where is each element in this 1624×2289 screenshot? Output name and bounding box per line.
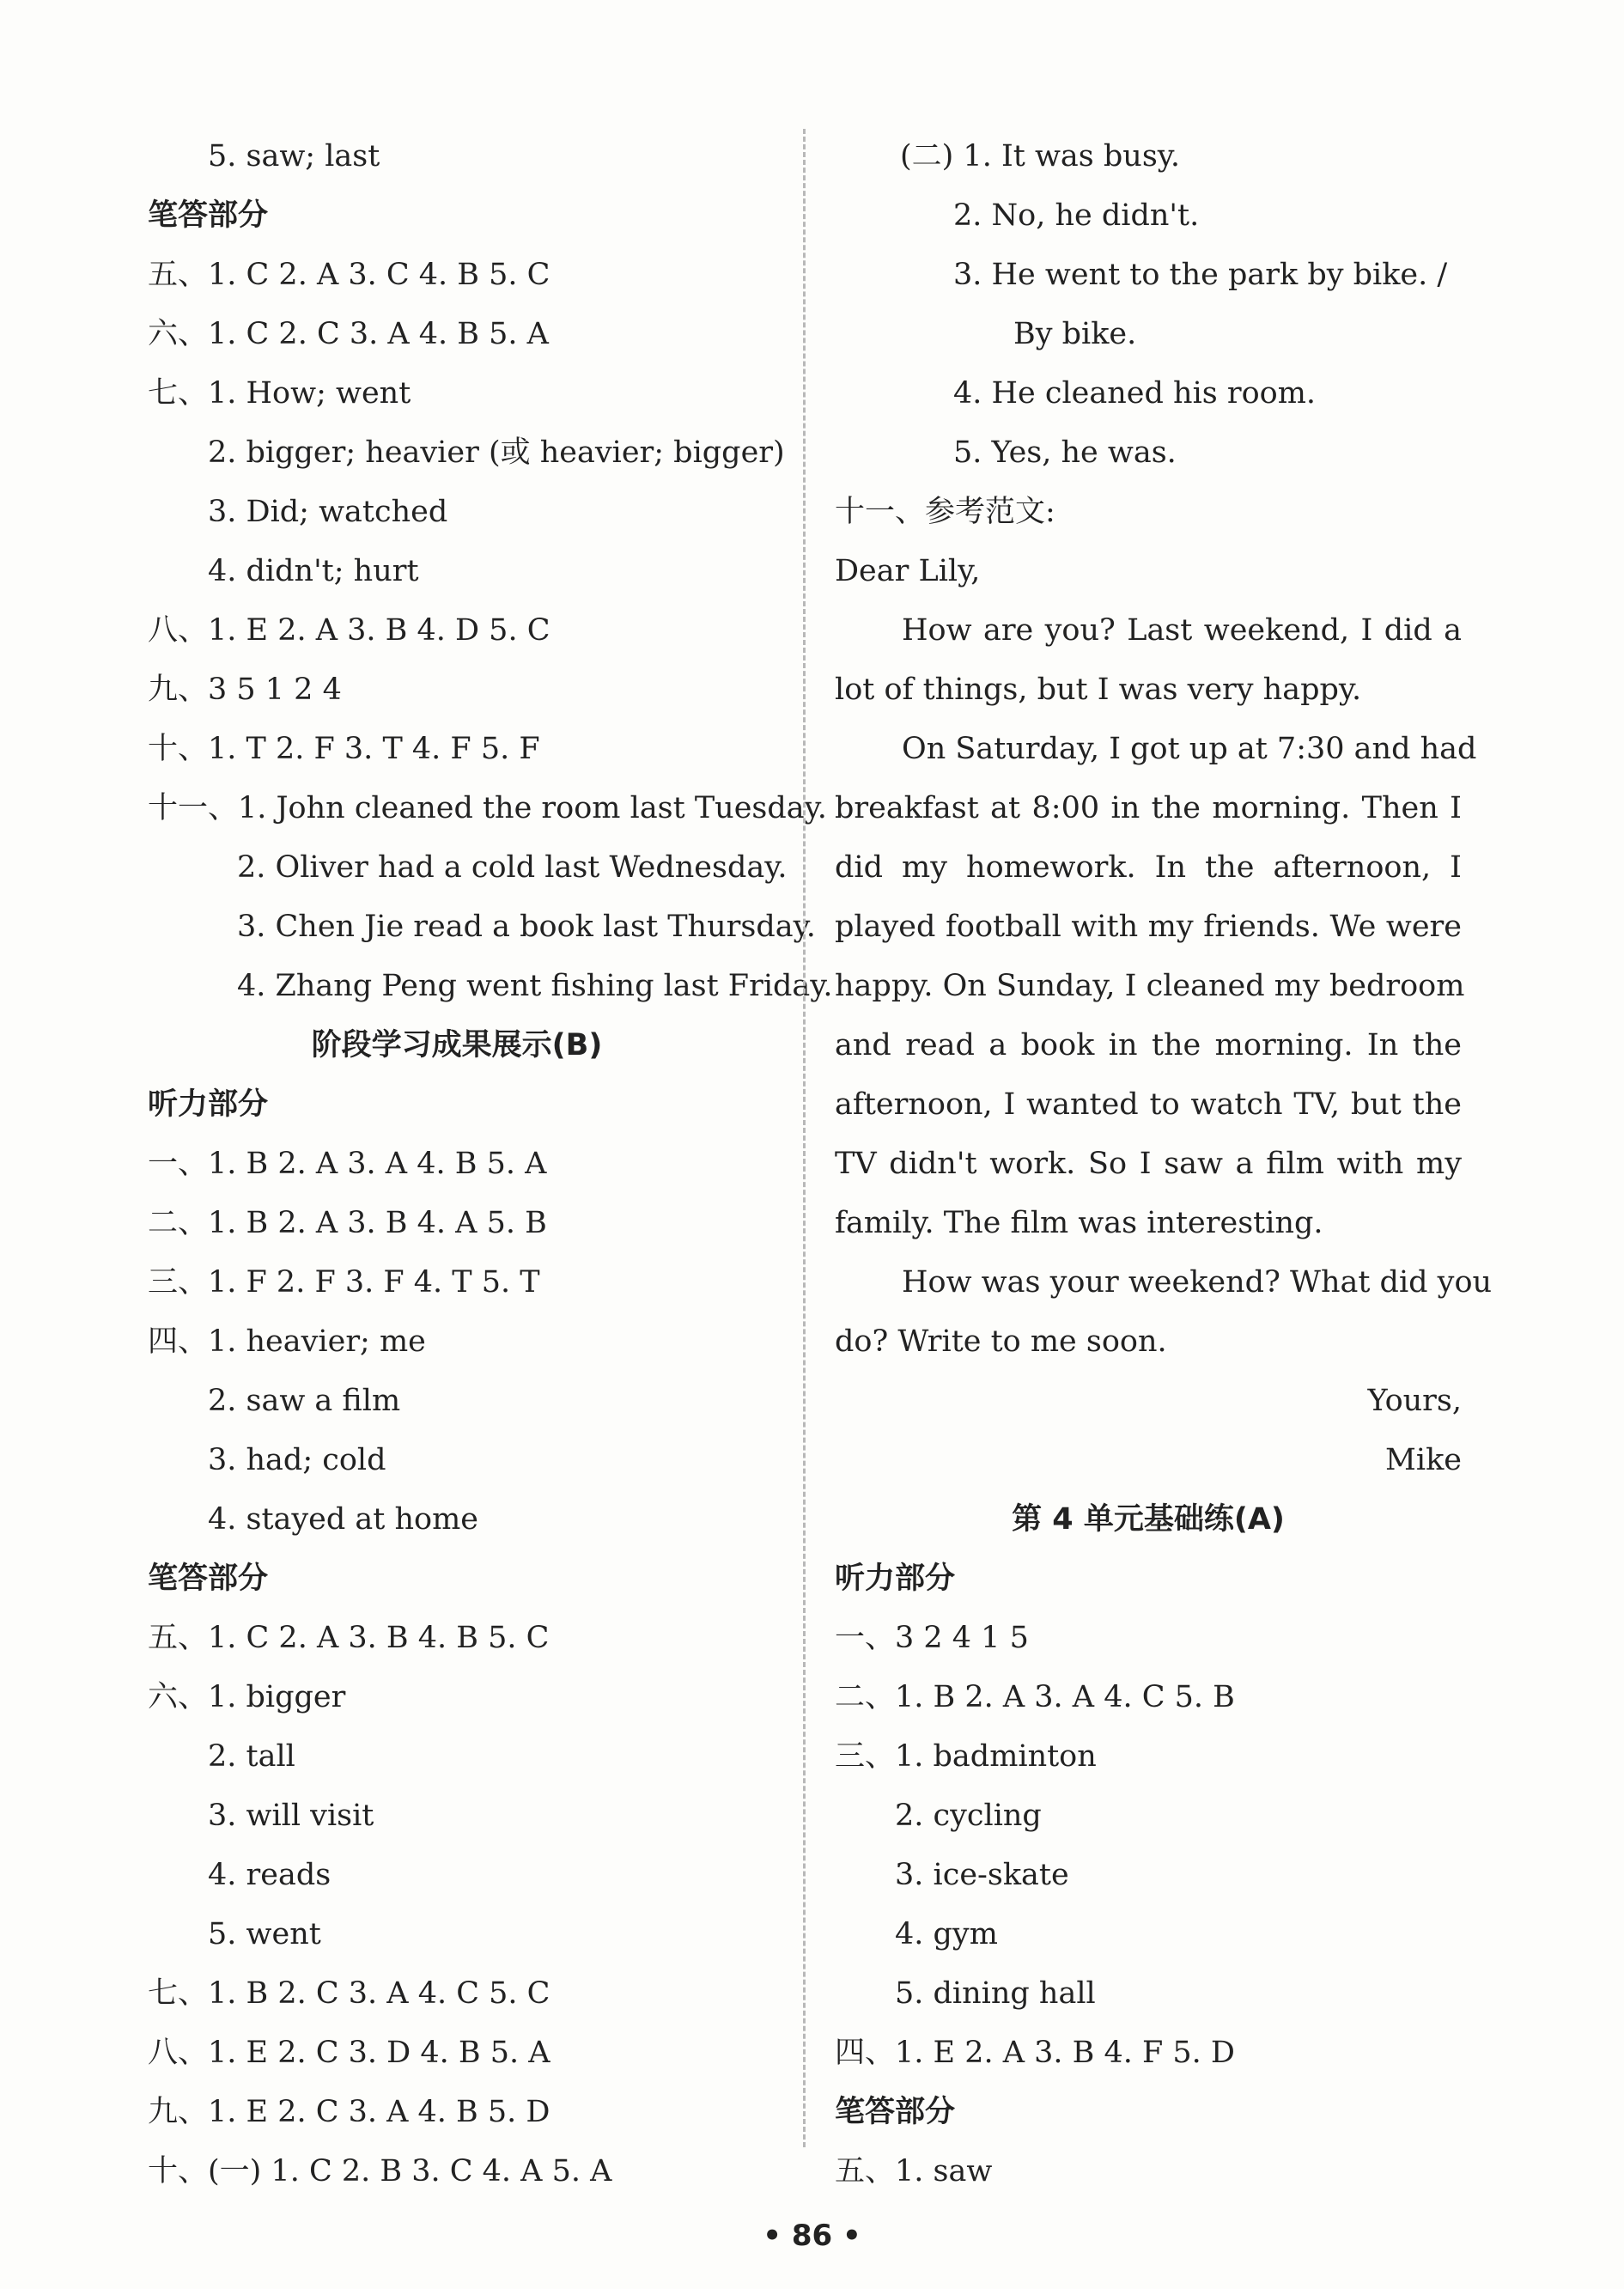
answer-line: 2. No, he didn't. [953,198,1200,233]
answer-line: 3. He went to the park by bike. / [953,258,1448,292]
answer-line: 4. Zhang Peng went fishing last Friday. [237,969,833,1003]
answer-line: Mike [1385,1443,1462,1477]
answer-line: 五、1. C 2. A 3. B 4. B 5. C [148,1621,550,1655]
answer-line: 五、1. C 2. A 3. C 4. B 5. C [148,258,550,292]
answer-line: 十、1. T 2. F 3. T 4. F 5. F [148,732,540,766]
answer-line: By bike. [1013,317,1137,351]
answer-line: 三、1. badminton [835,1739,1097,1774]
answer-line: Yours, [1367,1384,1462,1418]
answer-line: 二、1. B 2. A 3. B 4. A 5. B [148,1206,547,1240]
answer-line: played football with my friends. We were [835,910,1462,944]
answer-line: 4. He cleaned his room. [953,376,1317,411]
answer-line: 九、1. E 2. C 3. A 4. B 5. D [148,2095,550,2129]
answer-line: 3. ice-skate [895,1858,1069,1892]
answer-line: 4. reads [208,1858,331,1892]
answer-line: 2. bigger; heavier (或 heavier; bigger) [208,435,785,470]
section-heading: 笔答部分 [148,1562,269,1596]
answer-line: Dear Lily, [835,554,981,588]
answer-line: 5. went [208,1917,321,1951]
page-number: • 86 • [763,2219,861,2253]
answer-line: 六、1. C 2. C 3. A 4. B 5. A [148,317,549,351]
answer-line: 4. stayed at home [208,1502,478,1537]
answer-line: 十、(一) 1. C 2. B 3. C 4. A 5. A [148,2154,612,2189]
right-column [835,127,1493,2201]
unit-title: 阶段学习成果展示(B) [311,1028,603,1062]
answer-line: (二) 1. It was busy. [900,139,1181,174]
answer-line: 二、1. B 2. A 3. A 4. C 5. B [835,1680,1235,1714]
answer-line: 2. saw a film [208,1384,401,1418]
answer-line: 4. didn't; hurt [208,554,419,588]
answer-line: 七、1. B 2. C 3. A 4. C 5. C [148,1976,550,2011]
answer-line: TV didn't work. So I saw a film with my [835,1147,1462,1181]
answer-line: 2. cycling [895,1799,1042,1833]
section-heading: 听力部分 [835,1562,956,1596]
answer-line: 四、1. heavier; me [148,1324,426,1359]
answer-line: 2. tall [208,1739,295,1774]
answer-line: 十一、1. John cleaned the room last Tuesday. [148,791,827,825]
answer-line: 五、1. saw [835,2154,993,2189]
answer-line: family. The film was interesting. [835,1206,1323,1240]
section-heading: 笔答部分 [148,198,269,233]
answer-line: How are you? Last weekend, I did a [902,613,1462,648]
answer-line: and read a book in the morning. In the [835,1028,1462,1062]
answer-line: happy. On Sunday, I cleaned my bedroom [835,969,1465,1003]
answer-line: 3. Did; watched [208,495,448,529]
answer-line: 3. will visit [208,1799,374,1833]
answer-line: 九、3 5 1 2 4 [148,673,342,707]
answer-line: 七、1. How; went [148,376,411,411]
answer-line: breakfast at 8:00 in the morning. Then I [835,791,1462,825]
answer-line: 一、1. B 2. A 3. A 4. B 5. A [148,1147,547,1181]
answer-line: 5. saw; last [208,139,380,174]
column-divider [803,129,806,2147]
answer-line: do? Write to me soon. [835,1324,1167,1359]
section-heading: 听力部分 [148,1087,269,1122]
left-column [148,127,833,2201]
unit-title: 第 4 单元基础练(A) [1012,1502,1285,1537]
answer-line: 八、1. E 2. C 3. D 4. B 5. A [148,2036,550,2070]
answer-line: 3. Chen Jie read a book last Thursday. [237,910,816,944]
answer-line: 一、3 2 4 1 5 [835,1621,1029,1655]
answer-line: 三、1. F 2. F 3. F 4. T 5. T [148,1265,540,1300]
answer-line: lot of things, but I was very happy. [835,673,1362,707]
answer-line: How was your weekend? What did you [902,1265,1493,1300]
answer-line: afternoon, I wanted to watch TV, but the [835,1087,1462,1122]
answer-line: 六、1. bigger [148,1680,346,1714]
answer-line: 5. dining hall [895,1976,1096,2011]
answer-line: 四、1. E 2. A 3. B 4. F 5. D [835,2036,1235,2070]
answer-line: 5. Yes, he was. [953,435,1177,470]
answer-line: 4. gym [895,1917,998,1951]
answer-line: 3. had; cold [208,1443,386,1477]
answer-line: 八、1. E 2. A 3. B 4. D 5. C [148,613,550,648]
answer-line: On Saturday, I got up at 7:30 and had [902,732,1477,766]
section-heading: 笔答部分 [835,2095,956,2129]
answer-line: did my homework. In the afternoon, I [835,850,1462,885]
answer-line: 十一、参考范文: [835,495,1055,529]
answer-line: 2. Oliver had a cold last Wednesday. [237,850,788,885]
